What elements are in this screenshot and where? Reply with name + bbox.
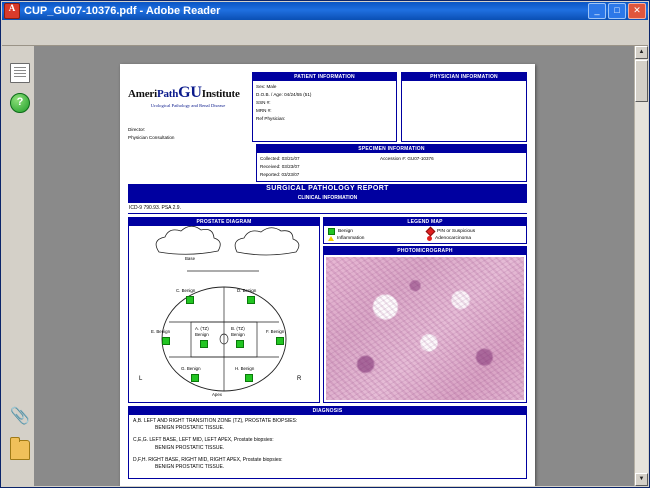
specimen-row: Reported: 03/23/07 [260, 171, 300, 177]
prostate-diagram-svg [129, 226, 319, 402]
adobe-reader-icon [4, 3, 20, 19]
site-label-g: G. Benign [181, 365, 201, 371]
logo-text [128, 84, 248, 102]
diagnosis-detail: BENIGN PROSTATIC TISSUE. [155, 425, 225, 432]
photomicrograph-title: PHOTOMICROGRAPH [324, 247, 526, 255]
clinical-information-band: CLINICAL INFORMATION [128, 194, 527, 203]
logo-block [128, 72, 248, 142]
specimen-row: Received: 03/23/07 [260, 163, 300, 169]
diagnosis-panel [128, 406, 527, 480]
document-viewport[interactable] [34, 46, 648, 486]
specimen-panel-title: SPECIMEN INFORMATION [257, 145, 526, 153]
site-marker-b [236, 340, 244, 348]
patient-panel-body [253, 81, 396, 125]
legend-item-pin [427, 228, 522, 235]
base-label: Base [185, 255, 196, 261]
legend-item-adenocarcinoma [427, 236, 522, 241]
apex-label: Apex [212, 391, 223, 397]
diagnosis-heading: D,F,H. RIGHT BASE, RIGHT MID, RIGHT APEX, Prostate biopsies: [133, 456, 283, 463]
diagnosis-detail: BENIGN PROSTATIC TISSUE. [155, 444, 225, 451]
scrollbar-thumb[interactable] [635, 60, 648, 102]
site-marker-h [245, 374, 253, 382]
specimen-dates [260, 155, 380, 179]
patient-row: Sex: Male [256, 84, 277, 89]
title-bar [2, 2, 648, 20]
site-label-a2: Benign [195, 331, 209, 337]
close-button[interactable]: ✕ [628, 3, 646, 19]
logo-tagline: Urological Pathology and Renal Disease [150, 103, 226, 108]
window-title: CUP_GU07-10376.pdf - Adobe Reader [24, 5, 221, 17]
vertical-scrollbar[interactable] [634, 46, 648, 486]
legend-map-panel [323, 217, 527, 244]
site-label-c: C. Benign [176, 287, 196, 293]
site-label-e: E. Benign [151, 328, 171, 334]
legend-label: Benign [338, 228, 353, 234]
legend-item-benign [328, 228, 423, 235]
patient-row: D.O.B. / Age: 04/24/55 (51) [256, 92, 312, 98]
pages-panel-icon[interactable] [10, 63, 30, 83]
specimen-accession [380, 155, 523, 179]
prostate-diagram-canvas [129, 226, 319, 402]
site-label-b2: Benign [231, 331, 245, 337]
physician-information-panel [401, 72, 527, 142]
site-marker-a [200, 340, 208, 348]
patient-row: Ref Physician: [256, 116, 286, 122]
prostate-diagram-title: PROSTATE DIAGRAM [129, 218, 319, 226]
prostate-diagram-panel [128, 217, 320, 403]
logo-institute: Institute [201, 88, 240, 100]
site-marker-g [191, 374, 199, 382]
physician-panel-body [402, 81, 526, 125]
diagnosis-entry [133, 457, 522, 473]
legend-label: Adenocarcinoma [435, 235, 471, 241]
minimize-button[interactable]: _ [588, 3, 606, 19]
legend-map-title: LEGEND MAP [324, 218, 526, 226]
pdf-page [120, 64, 535, 486]
site-marker-f [276, 337, 284, 345]
site-label-b: B. (TZ) [231, 325, 245, 331]
diagnosis-heading: A,B. LEFT AND RIGHT TRANSITION ZONE (TZ), PROSTATE BIOPSIES: [133, 417, 298, 424]
site-label-f: F. Benign [266, 328, 285, 334]
document-header [128, 72, 527, 142]
green-square-icon [328, 228, 335, 235]
left-side-label: L [139, 375, 143, 382]
logo-path: Path [156, 88, 179, 100]
site-label-a: A. (TZ) [195, 325, 209, 331]
physician-panel-title: PHYSICIAN INFORMATION [402, 73, 526, 81]
legend-and-photo-column [323, 217, 527, 403]
report-title-band: SURGICAL PATHOLOGY REPORT [128, 184, 527, 194]
accession-row: Accession #: GU07-10376 [380, 155, 434, 161]
scroll-up-button[interactable]: ▲ [635, 46, 648, 59]
site-marker-d [247, 296, 255, 304]
director-label: Director: [128, 127, 146, 132]
logo-gu: GU [178, 84, 202, 101]
site-label-h: H. Benign [235, 365, 255, 371]
diagnosis-text [129, 415, 526, 479]
diagnosis-entry [133, 437, 522, 453]
site-marker-c [186, 296, 194, 304]
diagram-and-image-row [128, 217, 527, 403]
director-block [128, 126, 248, 142]
folder-icon[interactable] [10, 440, 30, 460]
help-icon[interactable]: ? [10, 93, 30, 113]
legend-items [324, 226, 526, 243]
director-value: Physician Consultation [128, 134, 175, 140]
legend-label: Inflammation [337, 235, 365, 241]
photomicrograph-image [326, 257, 524, 400]
site-label-d: D. Benign [237, 287, 257, 293]
diagnosis-entry [133, 418, 522, 434]
diagnosis-band: DIAGNOSIS [129, 407, 526, 415]
legend-label: PIN or Suspicious [437, 228, 476, 234]
patient-information-panel [252, 72, 397, 142]
specimen-row: Collected: 03/21/07 [260, 155, 300, 161]
patient-row: SSN #: [256, 100, 271, 106]
navigation-pane-rail [2, 46, 34, 486]
photomicrograph-panel [323, 246, 527, 403]
patient-row: MRN #: [256, 108, 272, 114]
diagnosis-heading: C,E,G. LEFT BASE, LEFT MID, LEFT APEX, Prostate biopsies: [133, 437, 274, 444]
specimen-information-panel [256, 144, 527, 182]
specimen-panel-body [257, 153, 526, 181]
paperclip-icon[interactable]: 📎 [10, 408, 30, 425]
red-diamond-icon [426, 226, 436, 236]
yellow-triangle-icon [328, 236, 334, 241]
maximize-button[interactable]: □ [608, 3, 626, 19]
logo-ameri: Ameri [128, 88, 157, 100]
right-side-label: R [297, 375, 302, 382]
legend-item-inflammation [328, 236, 423, 241]
patient-panel-title: PATIENT INFORMATION [253, 73, 396, 81]
scroll-down-button[interactable]: ▼ [635, 473, 648, 486]
diagnosis-detail: BENIGN PROSTATIC TISSUE. [155, 464, 225, 471]
site-marker-e [162, 337, 170, 345]
toolbar[interactable] [2, 20, 648, 46]
window-controls [588, 3, 646, 19]
clinical-information-text: ICD-9 790.93. PSA 2.9. [128, 203, 527, 214]
